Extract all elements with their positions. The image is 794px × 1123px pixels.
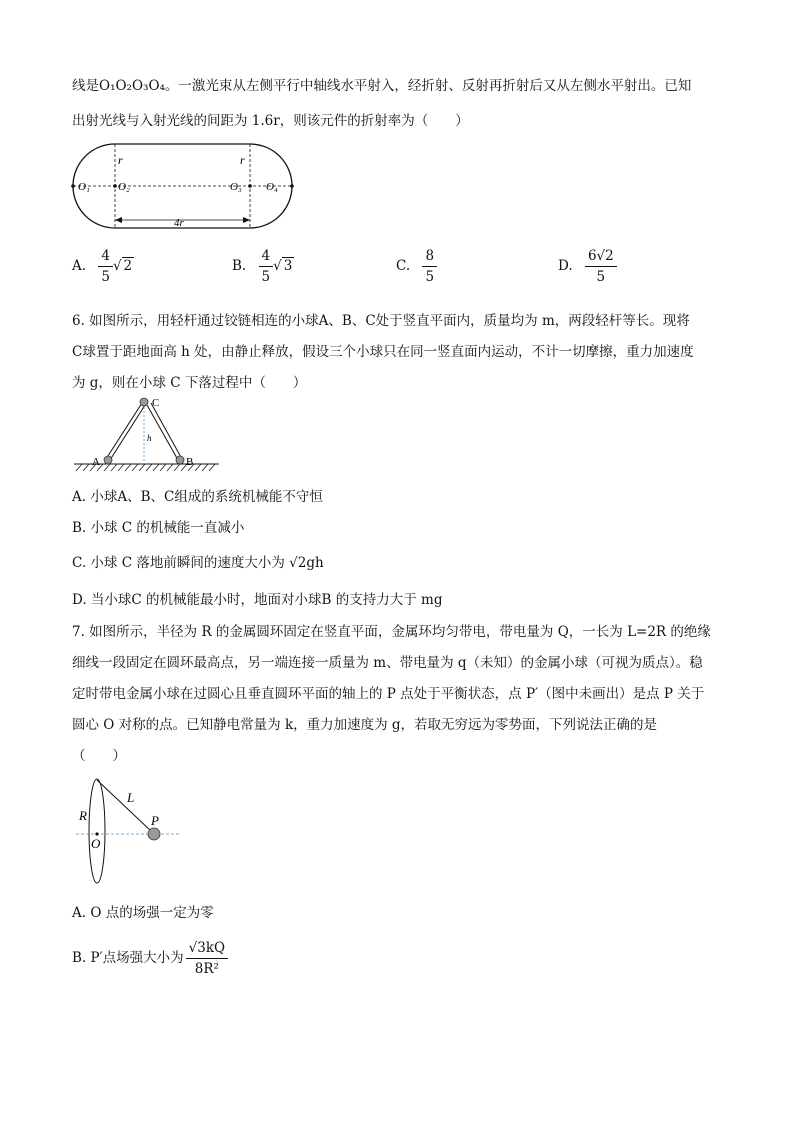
option-letter: B. [232,258,247,274]
label-a: A [92,456,100,468]
option-letter: C. [396,258,411,274]
option-denominator: 5 [101,269,110,285]
option-b-prefix: B. P′点场强大小为 [72,950,184,966]
q7-text-line3: 定时带电金属小球在过圆心且垂直圆环平面的轴上的 P 点处于平衡状态，点 P′（图中未画出）是点 P 关于 [72,686,705,702]
q6-text-line2: C球置于距地面高 h 处，由静止释放，假设三个小球只在同一竖直面内运动，不计一切摩擦，重力加速度 [72,344,694,360]
option-letter: A. [72,258,87,274]
q7-text-line1: 7. 如图所示，半径为 R 的金属圆环固定在竖直平面，金属环均匀带电，带电量为 Q，一长为 L=2R 的绝缘 [72,624,711,640]
label-l: L [127,790,135,805]
q6-text-line1: 6. 如图所示，用轻杆通过铰链相连的小球A、B、C处于竖直平面内，质量均为 m，两段轻杆等长。现将 [72,313,690,329]
q7-option-b [72,940,228,977]
q7-text-line4: 圆心 O 对称的点。已知静电常量为 k，重力加速度为 g，若取无穷远为零势面，下列说法正确的是 [72,717,658,733]
q6-option-b: B. 小球 C 的机械能一直减小 [72,520,245,536]
q5-option-b: B. $\frac{4}{5}$ √ 3 [232,248,293,285]
q5-text-line1: 线是O₁O₂O₃O₄。一激光束从左侧平行中轴线水平射入，经折射、反射再折射后又从左侧水平射出。已知 [72,78,692,94]
option-b-denominator: 8R² [194,961,219,977]
q6-text-line3: 为 g，则在小球 C 下落过程中（ ） [72,375,307,391]
q5-text-line2: 出射光线与入射光线的间距为 1.6r，则该元件的折射率为（ ） [72,113,469,129]
option-numerator: 4 [98,248,113,267]
q6-option-c: C. 小球 C 落地前瞬间的速度大小为 √2gh [72,555,324,571]
q7-text-line2: 细线一段固定在圆环最高点，另一端连接一质量为 m、带电量为 q（未知）的金属小球（可视为质点）。稳 [72,655,703,671]
q5-option-d [558,248,617,285]
q6-figure-rod-balls [74,393,224,475]
q7-figure-ring-ball [74,776,184,888]
option-numerator: 8 [422,248,437,267]
label-c: C [152,397,160,409]
option-denominator: 5 [596,269,606,285]
label-r: R [79,808,87,823]
q7-option-a: A. O 点的场强一定为零 [72,905,214,921]
option-denominator: 5 [261,269,271,285]
label-o2: O₂ [118,181,130,193]
q5-option-c [396,248,437,285]
label-r-left: r [118,153,123,167]
q6-option-d: D. 当小球C 的机械能最小时，地面对小球B 的支持力大于 mg [72,592,443,608]
label-p: P [151,813,159,828]
label-o: O [91,836,101,851]
option-denominator: 5 [425,269,435,285]
label-h: h [147,433,152,443]
label-4r: 4r [174,217,184,229]
option-b-numerator: √3kQ [186,940,228,959]
option-radicand: 3 [283,258,293,274]
q7-text-line5: （ ） [72,748,126,764]
option-letter: D. [558,258,573,274]
label-r-right: r [240,153,245,167]
option-numerator: 6√2 [585,248,617,267]
label-o4: O₄ [266,181,278,193]
q5-option-a: A. $\frac{4}{5}$ √ 2 [72,248,133,285]
label-o3: O₃ [230,181,242,193]
option-numerator: 4 [259,248,274,267]
q5-figure-optical-element [70,140,295,232]
label-o1: O₁ [78,181,90,193]
label-b: B [186,456,194,468]
option-radicand: 2 [123,258,133,274]
q6-option-a: A. 小球A、B、C组成的系统机械能不守恒 [72,489,323,505]
